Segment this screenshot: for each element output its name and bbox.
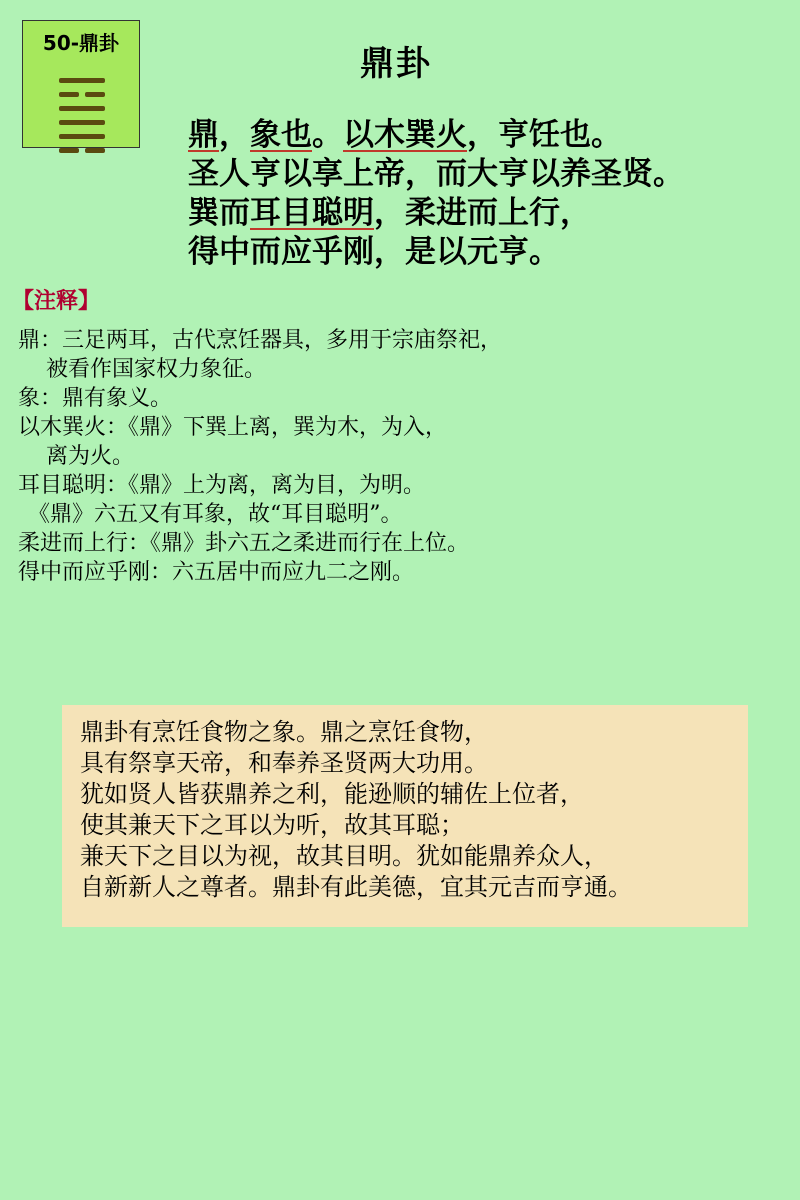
note-line: 得中而应乎刚：六五居中而应九二之刚。 <box>18 560 415 585</box>
note-line: 耳目聪明：《鼎》上为离，离为目，为明。 <box>18 473 426 498</box>
note-line: 鼎：三足两耳，古代烹饪器具，多用于宗庙祭祀， <box>18 328 503 353</box>
hexagram-yang-line <box>59 78 105 83</box>
verse-underlined-term: 耳目聪明 <box>250 195 374 231</box>
verse-underlined-term: 象也 <box>250 117 312 153</box>
note-line: 柔进而上行：《鼎》卦六五之柔进而行在上位。 <box>18 531 470 556</box>
page-title: 鼎卦 <box>360 44 432 84</box>
verse-underlined-term: 以木巽火 <box>343 117 467 153</box>
hexagram-yin-line <box>59 148 79 153</box>
verse-line-3 <box>188 194 684 233</box>
verse-underlined-term: 鼎 <box>188 117 219 153</box>
note-line: 象：鼎有象义。 <box>18 386 173 411</box>
summary-line: 使其兼天下之耳以为听，故其耳聪； <box>80 811 464 839</box>
note-line: 被看作国家权力象征。 <box>46 357 267 382</box>
hexagram-yang-line <box>59 120 105 125</box>
hexagram-yin-line <box>59 92 79 97</box>
summary-line: 犹如贤人皆获鼎养之利，能逊顺的辅佐上位者， <box>80 780 584 808</box>
hexagram-yin-line <box>85 92 105 97</box>
summary-line: 自新新人之尊者。鼎卦有此美德，宜其元吉而亨通。 <box>80 873 632 901</box>
note-line: 《鼎》六五又有耳象，故“耳目聪明”。 <box>28 502 403 527</box>
verse-block <box>188 116 684 272</box>
verse-line-2: 圣人亨以享上帝，而大亨以养圣贤。 <box>188 156 684 192</box>
notes-list <box>18 326 502 587</box>
summary-line: 兼天下之目以为视，故其目明。犹如能鼎养众人， <box>80 842 608 870</box>
summary-line: 具有祭享天帝，和奉养圣贤两大功用。 <box>80 749 488 777</box>
verse-text: ， <box>219 117 250 153</box>
hexagram-number-label: 50-鼎卦 <box>42 31 120 55</box>
verse-text: ，亨饪也。 <box>467 117 622 153</box>
hexagram-badge <box>22 20 140 148</box>
verse-line-4: 得中而应乎刚，是以元亨。 <box>188 234 560 270</box>
hexagram-symbol-icon <box>59 78 105 158</box>
verse-line-1 <box>188 116 684 155</box>
hexagram-yin-line <box>85 148 105 153</box>
summary-box <box>62 705 748 927</box>
hexagram-yang-line <box>59 134 105 139</box>
summary-line: 鼎卦有烹饪食物之象。鼎之烹饪食物， <box>80 718 488 746</box>
verse-text: 巽而 <box>188 195 250 231</box>
hexagram-yang-line <box>59 106 105 111</box>
verse-text: 。 <box>312 117 343 153</box>
verse-text: ，柔进而上行， <box>374 195 591 231</box>
notes-heading: 【注释】 <box>12 289 101 314</box>
note-line: 以木巽火：《鼎》下巽上离，巽为木，为入， <box>18 415 448 440</box>
note-line: 离为火。 <box>46 444 135 469</box>
